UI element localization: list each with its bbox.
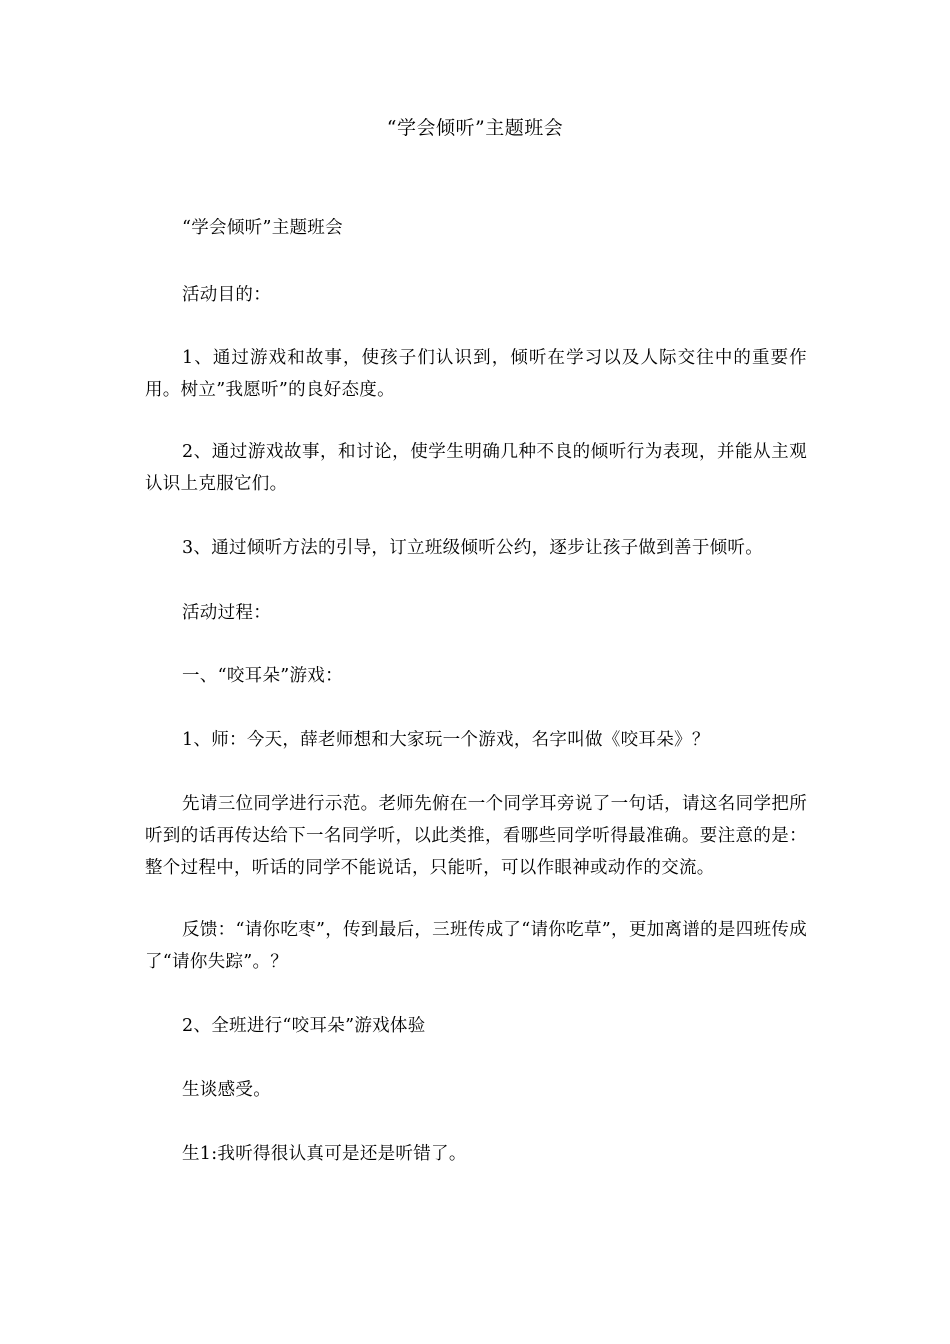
document-title: “学会倾听”主题班会 bbox=[386, 117, 564, 139]
paragraph-subtitle: “学会倾听”主题班会 bbox=[182, 218, 343, 238]
paragraph-section-one-heading: 一、“咬耳朵”游戏： bbox=[182, 666, 343, 686]
paragraph-teacher-intro: 1、师：今天，薛老师想和大家玩一个游戏，名字叫做《咬耳朵》？ bbox=[182, 730, 710, 750]
paragraph-activity-goals-heading: 活动目的： bbox=[182, 285, 271, 305]
paragraph-goal-2: 2、通过游戏故事，和讨论，使学生明确几种不良的倾听行为表现，并能从主观认识上克服它们。 bbox=[145, 442, 807, 494]
paragraph-goal-1: 1、通过游戏和故事，使孩子们认识到，倾听在学习以及人际交往中的重要作用。树立”我愿听”的良好态度。 bbox=[145, 348, 807, 400]
paragraph-class-game: 2、全班进行“咬耳朵”游戏体验 bbox=[182, 1016, 426, 1036]
paragraph-student-feelings: 生谈感受。 bbox=[182, 1080, 271, 1100]
paragraph-activity-process-heading: 活动过程： bbox=[182, 603, 271, 623]
paragraph-student-1: 生1:我听得很认真可是还是听错了。 bbox=[182, 1144, 467, 1164]
paragraph-feedback: 反馈：“请你吃枣”，传到最后，三班传成了“请你吃草”，更加离谱的是四班传成了“请你失踪”。？ bbox=[145, 920, 807, 972]
paragraph-goal-3: 3、通过倾听方法的引导，订立班级倾听公约，逐步让孩子做到善于倾听。 bbox=[182, 538, 764, 558]
paragraph-demonstration: 先请三位同学进行示范。老师先俯在一个同学耳旁说了一句话，请这名同学把所听到的话再传达给下一名同学听，以此类推，看哪些同学听得最准确。要注意的是：整个过程中，听话的同学不能说话，只能听，可以作眼神或动作的交流。 bbox=[145, 794, 807, 878]
